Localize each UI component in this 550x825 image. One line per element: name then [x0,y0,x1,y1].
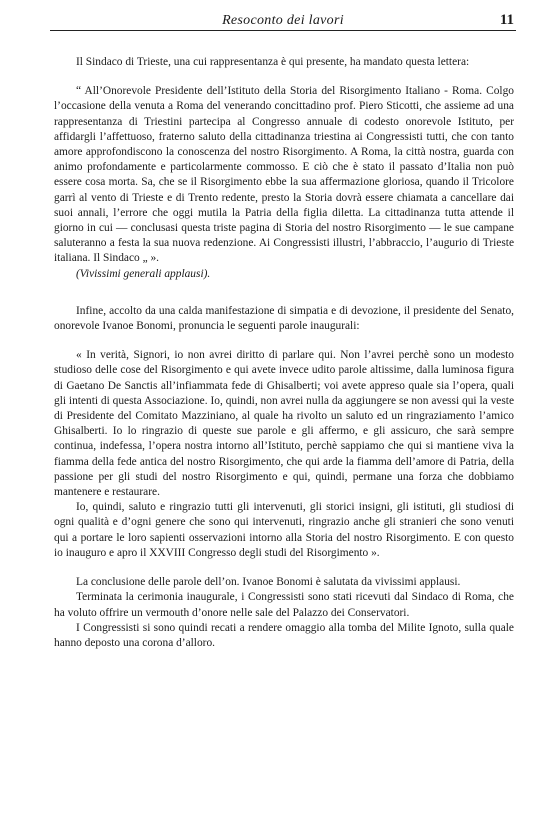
paragraph-letter: “ All’Onorevole Presidente dell’Istituto della Storia del Risorgimento Italiano - Roma. Colgo l’occasione della venuta a Roma del venerando concittadino prof. Piero Sticotti, che assieme ad una rappresentanza di Triestini partecipa al Congresso annuale di codesto onorevole Istituto, per affidargli l’affettuoso, fraterno saluto della cittadinanza triestina ai Congressisti tutti, che con tanto amore approfondiscono la conoscenza del nostro Risorgimento. A Roma, la città nostra, guarda con animo profondamente e particolarmente commosso. E ciò che è stato il passato d’Italia non può essere cosa morta. Sa, che se il Risorgimento ebbe la sua affermazione gloriosa, quando il Tricolore garrì al vento di Trieste e di Trento redente, presto la Storia dovrà essere chiamata a cancellare dai suoi annali, l’errore che oggi mutila la Patria della figlia diletta. La cittadinanza tutta attende il giorno in cui — conclusasi questa triste pagina di Storia del nostro Risorgimento — le sue campane saluteranno a festa la sua nuova redenzione. Ai Congressisti illustri, l’abbraccio, l’augurio di Trieste italiana. Il Sindaco „ ». [54,85,514,265]
page-header [50,10,516,31]
paragraph-milite-ignoto: I Congressisti si sono quindi recati a rendere omaggio alla tomba del Milite Ignoto, sulla quale hanno deposto una corona d’alloro. [54,621,514,649]
page-number: 11 [499,12,514,28]
paragraph-applause: (Vivissimi generali applausi). [76,267,211,280]
paragraph-conclusion: La conclusione delle parole dell’on. Ivanoe Bonomi è salutata da vivissimi applausi. [76,576,461,589]
running-title: Resoconto dei lavori [222,13,344,28]
paragraph-sindaco-intro: Il Sindaco di Trieste, una cui rappresentanza è qui presente, ha mandato questa lettera: [76,56,470,68]
paragraph-speech-2: Io, quindi, saluto e ringrazio tutti gli intervenuti, gli storici insigni, gli istituti, gli studiosi di ogni qualità e d’ogni genere che sono qui intervenuti, ringrazio anche gli stranieri che sono venuti qui a portare le loro sapienti osservazioni intorno alla Storia del nostro Risorgimento. E con questo io inauguro e apro il XXVIII Congresso degli studi del Risorgimento ». [54,501,514,559]
paragraph-bonomi-intro: Infine, accolto da una calda manifestazione di simpatia e di devozione, il presidente del Senato, onorevole Ivanoe Bonomi, pronuncia le seguenti parole inaugurali: [54,304,514,333]
paragraph-speech-1: « In verità, Signori, io non avrei diritto di parlare qui. Non l’avrei perchè sono un modesto studioso delle cose del Risorgimento e qui avete invece udito parole altissime, dalla luminosa figura di Gaetano De Sanctis all’infiammata fede di Ghisalberti; voi avete appreso quale sia l’opera, quali gli intenti di questa Associazione. Io, quindi, non avrei nulla da aggiungere se non avessi qui la veste di Presidente del Comitato Mazziniano, al quale ha rivolto un saluto ed un ringraziamento l’amico Ghisalberti. Io lo ringrazio di queste sue parole e gli affermo, e gli assicuro, che sarà sempre continua, indefessa, l’opera nostra intorno all’Istituto, perchè sappiamo che qui si mantiene viva la fiamma della fede antica del nostro Risorgimento, che qui arde la fiamma dell’amore di Patria, della passione per gli studi del nostro Risorgimento e qui, quindi, permane una forza che dobbiamo mantenere e restaurare. [54,349,514,499]
paragraph-reception: Terminata la cerimonia inaugurale, i Congressisti sono stati ricevuti dal Sindaco di Roma, che ha voluto offrire un vermouth d’onore nelle sale del Palazzo dei Conservatori. [54,591,514,619]
page-body [54,55,514,651]
